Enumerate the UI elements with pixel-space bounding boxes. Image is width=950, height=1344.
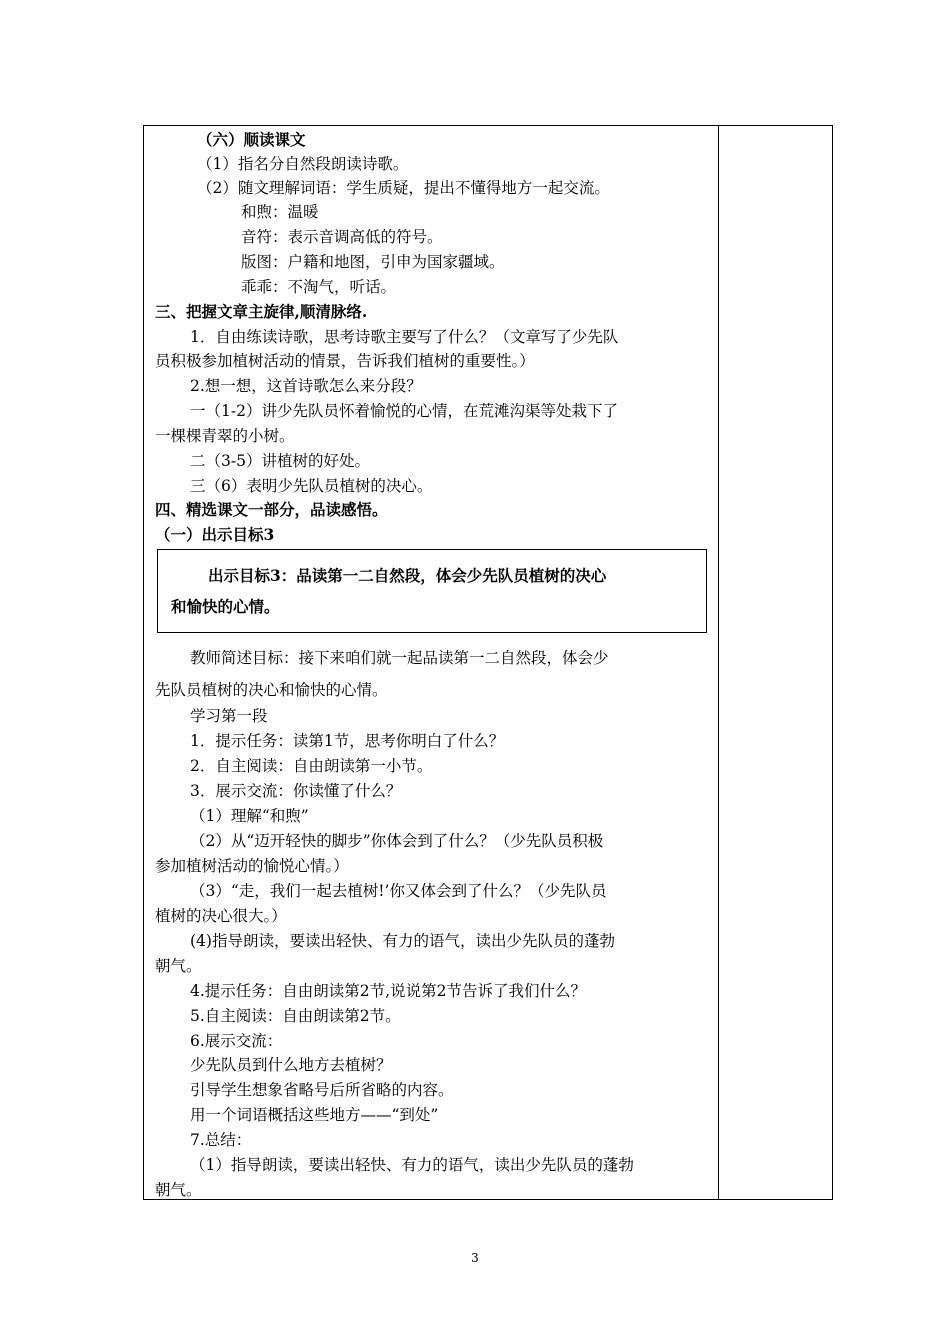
text-line: 参加植树活动的愉悦心情。） <box>155 857 349 875</box>
text-line: 1．自由练读诗歌，思考诗歌主要写了什么？（文章写了少先队 <box>190 328 619 346</box>
text-line: （2）随文理解词语：学生质疑，提出不懂得地方一起交流。 <box>197 179 610 197</box>
text-line: 三（6）表明少先队员植树的决心。 <box>190 477 433 495</box>
text-line: 朝气。 <box>155 957 202 975</box>
text-line: 少先队员到什么地方去植树？ <box>190 1056 392 1074</box>
notes-cell <box>719 126 832 1199</box>
text-line: (4)指导朗读，要读出轻快、有力的语气，读出少先队员的蓬勃 <box>190 932 615 950</box>
vocab-line: 和煦：温暖 <box>241 203 319 221</box>
text-line: 朝气。 <box>155 1181 202 1199</box>
text-line: 3．展示交流：你读懂了什么？ <box>190 782 402 800</box>
text-line: 先队员植树的决心和愉快的心情。 <box>155 681 388 699</box>
text-line: 2.想一想，这首诗歌怎么来分段？ <box>190 377 422 395</box>
vocab-line: 乖乖：不淘气，听话。 <box>241 278 397 296</box>
goal-box <box>157 549 707 633</box>
text-line: （3）“走，我们一起去植树!’你又体会到了什么？（少先队员 <box>190 882 607 900</box>
text-line: 员积极参加植树活动的情景，告诉我们植树的重要性。） <box>155 352 535 370</box>
vocab-line: 版图：户籍和地图，引申为国家疆域。 <box>241 253 505 271</box>
text-line: （1）指名分自然段朗读诗歌。 <box>197 155 409 173</box>
text-line: （1）指导朗读，要读出轻快、有力的语气，读出少先队员的蓬勃 <box>190 1156 634 1174</box>
text-line: 教师简述目标：接下来咱们就一起品读第一二自然段，体会少 <box>190 649 609 667</box>
sub-heading: （一）出示目标3 <box>155 525 275 544</box>
text-line: 学习第一段 <box>190 707 268 725</box>
text-line: （1）理解“和煦” <box>190 807 309 825</box>
text-line: 2．自主阅读：自由朗读第一小节。 <box>190 757 433 775</box>
text-line: 一棵棵青翠的小树。 <box>155 427 295 445</box>
lesson-table <box>143 125 833 1200</box>
text-line: 4.提示任务：自由朗读第2节,说说第2节告诉了我们什么？ <box>190 982 586 1000</box>
section-heading: （六）顺读课文 <box>197 130 306 149</box>
text-line: 一（1-2）讲少先队员怀着愉悦的心情，在荒滩沟渠等处栽下了 <box>190 402 618 420</box>
text-line: 用一个词语概括这些地方——“到处” <box>190 1106 439 1124</box>
text-line: 7.总结： <box>190 1131 252 1149</box>
section-heading: 三、把握文章主旋律,顺清脉络. <box>155 302 368 321</box>
text-line: （2）从“迈开轻快的脚步”你体会到了什么？（少先队员积极 <box>190 832 604 850</box>
page-number: 3 <box>471 1251 479 1265</box>
goal-text: 出示目标3：品读第一二自然段，体会少先队员植树的决心 <box>208 566 607 585</box>
text-line: 植树的决心很大。） <box>155 907 287 925</box>
text-line: 二（3-5）讲植树的好处。 <box>190 452 370 470</box>
goal-text: 和愉快的心情。 <box>171 597 280 616</box>
text-line: 引导学生想象省略号后所省略的内容。 <box>190 1081 454 1099</box>
text-line: 1．提示任务：读第1节，思考你明白了什么？ <box>190 732 505 750</box>
text-line: 6.展示交流： <box>190 1032 283 1050</box>
section-heading: 四、精选课文一部分，品读感悟。 <box>155 500 388 519</box>
vocab-line: 音符：表示音调高低的符号。 <box>241 228 443 246</box>
text-line: 5.自主阅读：自由朗读第2节。 <box>190 1007 401 1025</box>
